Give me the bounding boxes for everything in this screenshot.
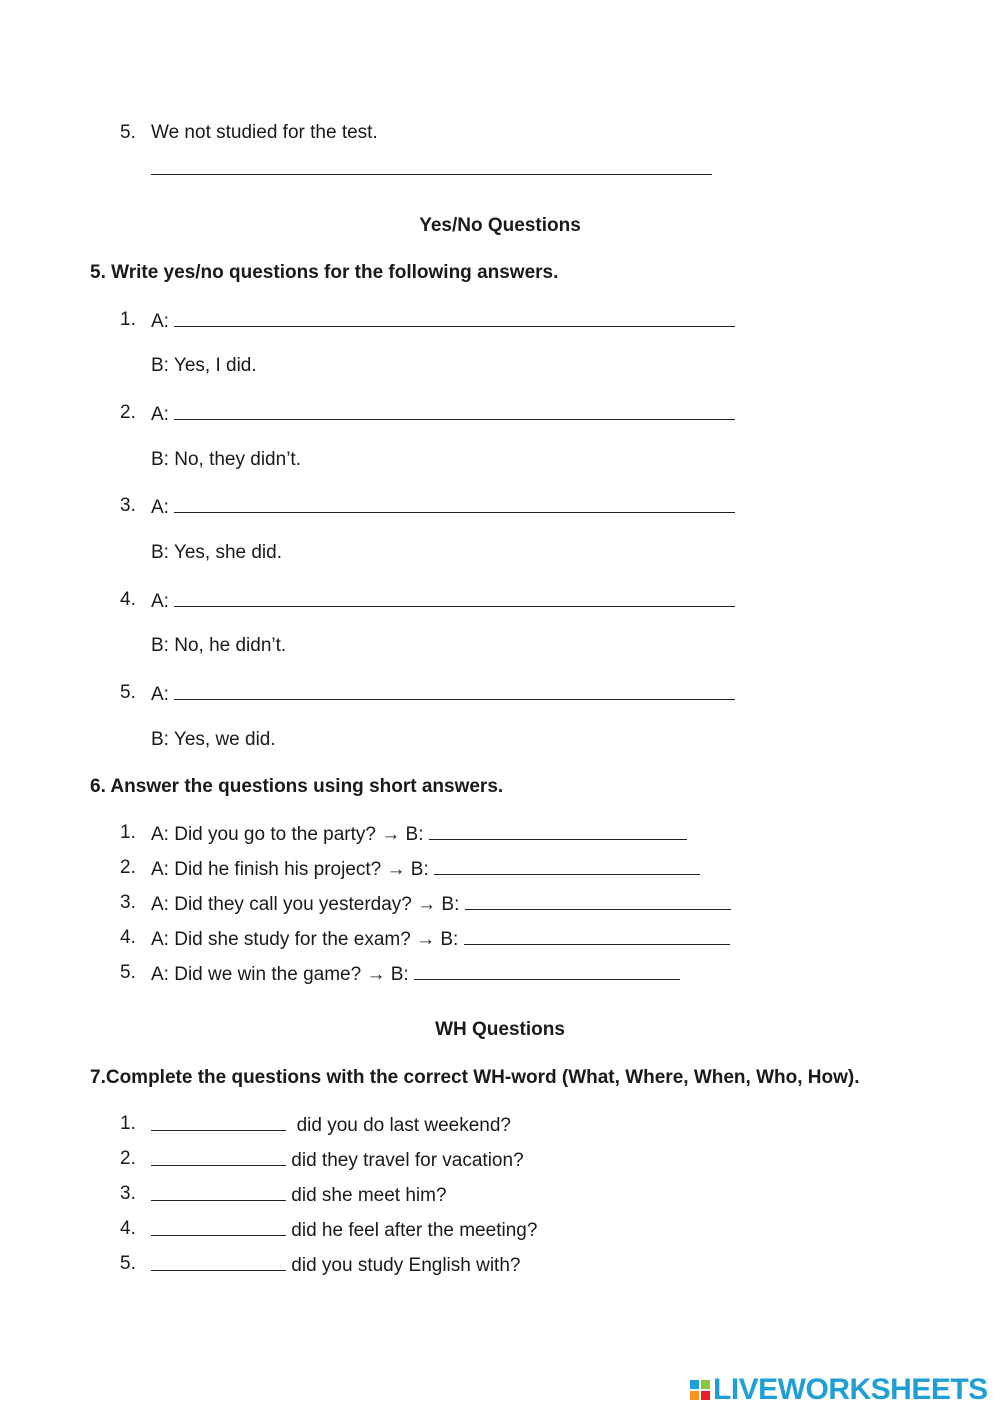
- a-label: A:: [151, 404, 169, 425]
- question-line: [151, 1112, 511, 1138]
- answer-blank[interactable]: [174, 308, 735, 327]
- item-number: 2.: [120, 402, 136, 423]
- question-text: did they travel for vacation?: [291, 1150, 524, 1171]
- item-number: 3.: [120, 1183, 136, 1204]
- item-number: 4.: [120, 927, 136, 948]
- question-line: [151, 891, 731, 917]
- instruction-6: 6. Answer the questions using short answers.: [90, 776, 504, 797]
- answer-blank[interactable]: [151, 1147, 286, 1166]
- item-number: 3.: [120, 495, 136, 516]
- item-number: 4.: [120, 1218, 136, 1239]
- question-line: [151, 856, 700, 882]
- answer-blank[interactable]: [174, 681, 735, 700]
- question-text: A: Did he finish his project? → B:: [151, 859, 429, 880]
- answer-blank[interactable]: [464, 926, 730, 945]
- question-text: did he feel after the meeting?: [291, 1220, 538, 1241]
- question-line: [151, 1217, 537, 1243]
- a-line: [151, 494, 735, 520]
- a-line: [151, 588, 735, 614]
- answer-blank[interactable]: [414, 961, 680, 980]
- item-number: 5.: [120, 1253, 136, 1274]
- answer-blank[interactable]: [429, 821, 687, 840]
- question-line: [151, 961, 680, 987]
- instruction-7: 7.Complete the questions with the correct WH-word (What, Where, When, Who, How).: [90, 1067, 860, 1088]
- a-label: A:: [151, 591, 169, 612]
- instruction-5: 5. Write yes/no questions for the following answers.: [90, 262, 559, 283]
- question-text: A: Did we win the game? → B:: [151, 964, 409, 985]
- answer-blank[interactable]: [174, 401, 735, 420]
- question-line: [151, 1182, 447, 1208]
- question-text: A: Did you go to the party? → B:: [151, 824, 424, 845]
- question-text: A: Did they call you yesterday? → B:: [151, 894, 460, 915]
- question-text: A: Did she study for the exam? → B:: [151, 929, 459, 950]
- logo-text: LIVEWORKSHEETS: [713, 1373, 988, 1406]
- question-text: did you do last weekend?: [296, 1115, 511, 1136]
- section-heading-wh: WH Questions: [435, 1019, 565, 1040]
- answer-blank[interactable]: [151, 1217, 286, 1236]
- item-number: 1.: [120, 822, 136, 843]
- question-line: [151, 1147, 524, 1173]
- answer-blank[interactable]: [465, 891, 731, 910]
- section-heading-yes-no: Yes/No Questions: [419, 215, 581, 236]
- question-line: [151, 821, 687, 847]
- item-number: 5.: [120, 122, 136, 143]
- a-label: A:: [151, 684, 169, 705]
- item-text: We not studied for the test.: [151, 122, 378, 143]
- a-line: [151, 681, 735, 707]
- question-text: did she meet him?: [291, 1185, 447, 1206]
- liveworksheets-logo: [690, 1373, 988, 1407]
- answer-blank[interactable]: [174, 494, 735, 513]
- item-number: 5.: [120, 682, 136, 703]
- b-answer: B: Yes, we did.: [151, 729, 276, 750]
- b-answer: B: Yes, I did.: [151, 355, 257, 376]
- item-number: 1.: [120, 309, 136, 330]
- answer-blank[interactable]: [174, 588, 735, 607]
- a-line: [151, 401, 735, 427]
- b-answer: B: No, he didn’t.: [151, 635, 287, 656]
- item-number: 2.: [120, 1148, 136, 1169]
- question-line: [151, 1252, 520, 1278]
- answer-blank[interactable]: [151, 156, 712, 182]
- item-number: 1.: [120, 1113, 136, 1134]
- a-line: [151, 308, 735, 334]
- answer-blank[interactable]: [151, 1252, 286, 1271]
- question-text: did you study English with?: [291, 1255, 521, 1276]
- b-answer: B: No, they didn’t.: [151, 449, 301, 470]
- question-line: [151, 926, 730, 952]
- a-label: A:: [151, 497, 169, 518]
- a-label: A:: [151, 311, 169, 332]
- item-number: 5.: [120, 962, 136, 983]
- answer-blank[interactable]: [434, 856, 700, 875]
- answer-blank[interactable]: [151, 1112, 286, 1131]
- answer-blank[interactable]: [151, 1182, 286, 1201]
- item-number: 2.: [120, 857, 136, 878]
- b-answer: B: Yes, she did.: [151, 542, 282, 563]
- item-number: 3.: [120, 892, 136, 913]
- item-number: 4.: [120, 589, 136, 610]
- logo-grid-icon: [690, 1380, 710, 1400]
